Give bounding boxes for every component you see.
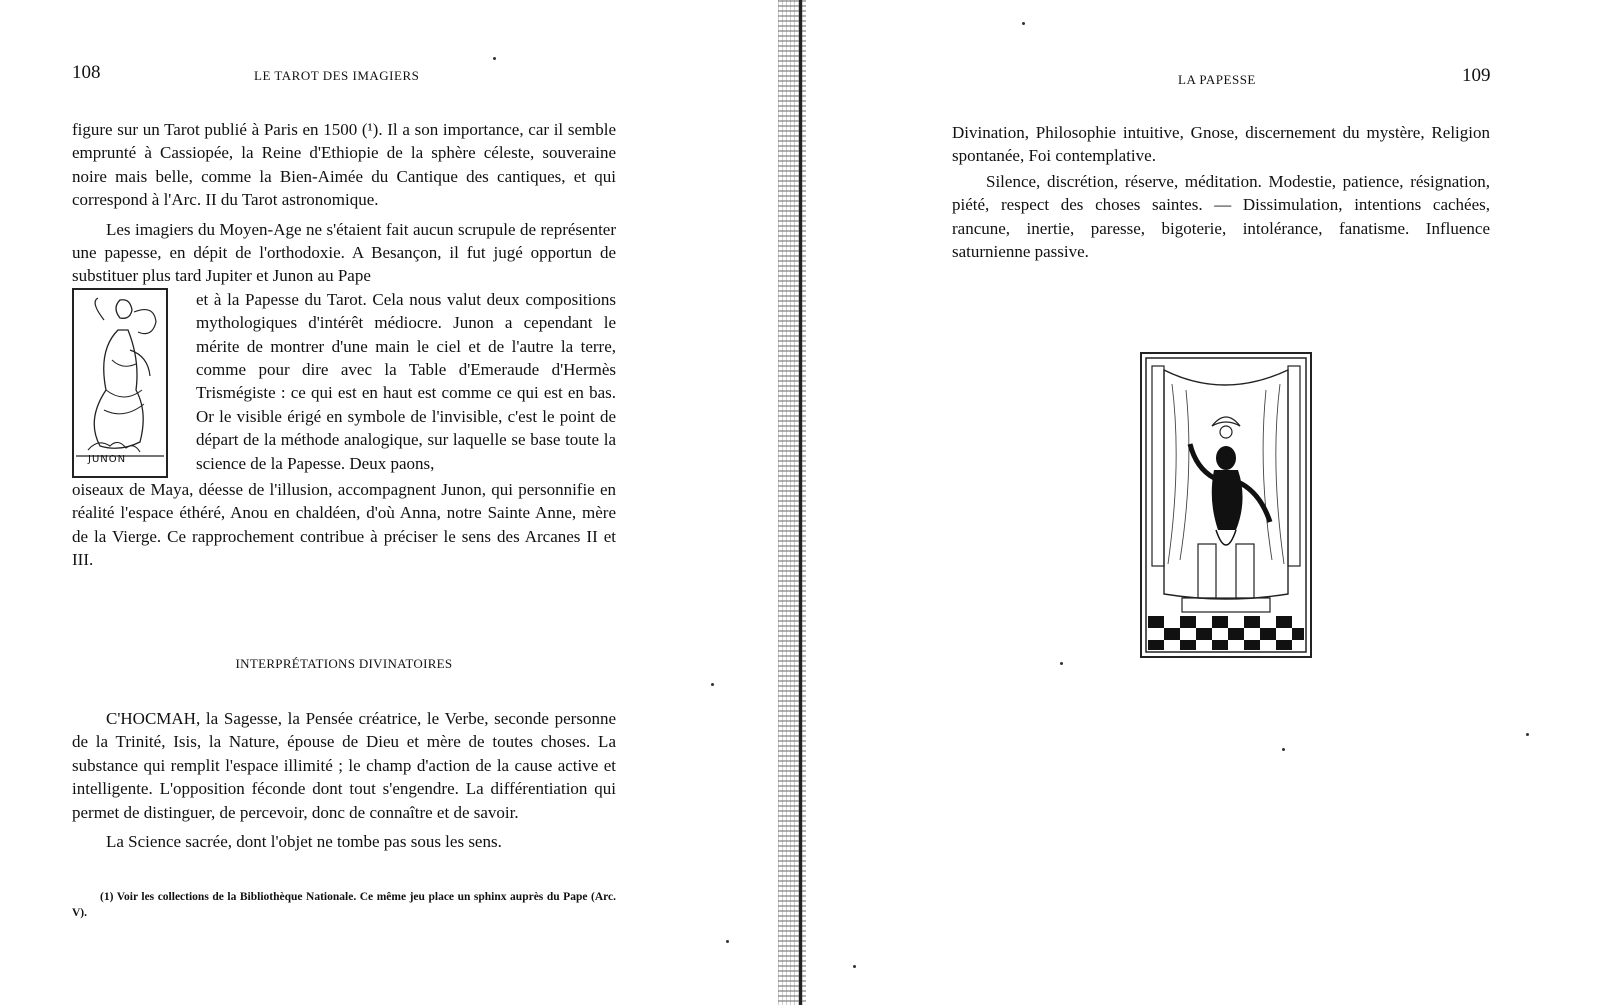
body-text <box>952 121 1490 263</box>
footnote: (1) Voir les collections de la Bibliothèque Nationale. Ce même jeu place un sphinx auprès du Pape (Arc. V). <box>72 891 616 919</box>
paragraph: Les imagiers du Moyen-Age ne s'étaient fait aucun scrupule de représenter une papesse, en dépit de l'orthodoxie. A Besançon, il fut jugé opportun de substituer plus tard Jupiter et Junon au Pape <box>72 219 616 286</box>
speck <box>1526 733 1529 736</box>
paragraph-text: , la Sagesse, la Pensée créatrice, le Verbe, seconde personne de la Trinité, Isis, la Nature, épouse de Dieu et mère de toutes choses. La substance qui remplit l'espace illimité ; le champ d'action de la cause active et intelligente. L'opposition féconde dont tout s'engendre. La différentiation qui permet de distinguer, de percevoir, donc de connaître et de savoir. <box>72 709 616 822</box>
speck <box>493 57 496 60</box>
speck <box>1022 22 1025 25</box>
paragraph: et à la Papesse du Tarot. Cela nous valut deux compositions mythologiques d'intérêt médiocre. Junon a cependant le mérite de montrer d'une main le ciel et de l'autre la terre, comme pour dire avec la Table d'Emeraude d'Hermès Trismégiste : ce qui est en haut est comme ce qui est en bas. Or le visible érigé en symbole de l'invisible, c'est le point de départ de la méthode analogique, sur laquelle se base toute la science de la Papesse. Deux paons, <box>196 289 616 473</box>
papesse-tarot-card <box>1140 352 1312 658</box>
junon-figure-block <box>72 288 616 478</box>
junon-illustration <box>72 288 168 478</box>
body-text <box>72 118 616 571</box>
speck <box>1060 662 1063 665</box>
speck <box>711 683 714 686</box>
page-number: 109 <box>1462 65 1491 86</box>
papesse-drawing <box>1142 354 1310 656</box>
right-page <box>800 0 1600 1005</box>
speck <box>726 940 729 943</box>
running-head: LE TAROT DES IMAGIERS <box>254 68 420 83</box>
paragraph: figure sur un Tarot publié à Paris en 1500 (¹). Il a son importance, car il semble emprunté à Cassiopée, la Reine d'Ethiopie de la sphère céleste, souveraine noire mais belle, comme la Bien-Aimée du Cantique des cantiques, et qui correspond à l'Arc. II du Tarot astronomique. <box>72 120 616 210</box>
running-head: LA PAPESSE <box>1178 72 1256 87</box>
left-page <box>0 0 780 1005</box>
paragraph <box>72 707 616 824</box>
speck <box>853 965 856 968</box>
section-title: INTERPRÉTATIONS DIVINATOIRES <box>235 656 453 671</box>
junon-caption: JUNON <box>88 454 127 466</box>
body-text <box>72 707 616 853</box>
page-number: 108 <box>72 62 101 83</box>
paragraph: Divination, Philosophie intuitive, Gnose, discernement du mystère, Religion spontanée, Foi contemplative. <box>952 123 1490 166</box>
speck <box>1282 748 1285 751</box>
paragraph: oiseaux de Maya, déesse de l'illusion, accompagnent Junon, qui personnifie en réalité l'espace éthéré, Anou en chaldéen, d'où Anna, notre Sainte Anne, mère de la Vierge. Ce rapprochement contribue à préciser le sens des Arcanes II et III. <box>72 479 616 570</box>
paragraph: La Science sacrée, dont l'objet ne tombe pas sous les sens. <box>106 832 502 852</box>
paragraph: Silence, discrétion, réserve, méditation. Modestie, patience, résignation, piété, respect des choses saintes. — Dissimulation, intentions cachées, rancune, inertie, paresse, bigoterie, intolérance, fanatisme. Influence saturnienne passive. <box>952 171 1490 262</box>
lead-word: C'HOCMAH <box>106 709 196 728</box>
